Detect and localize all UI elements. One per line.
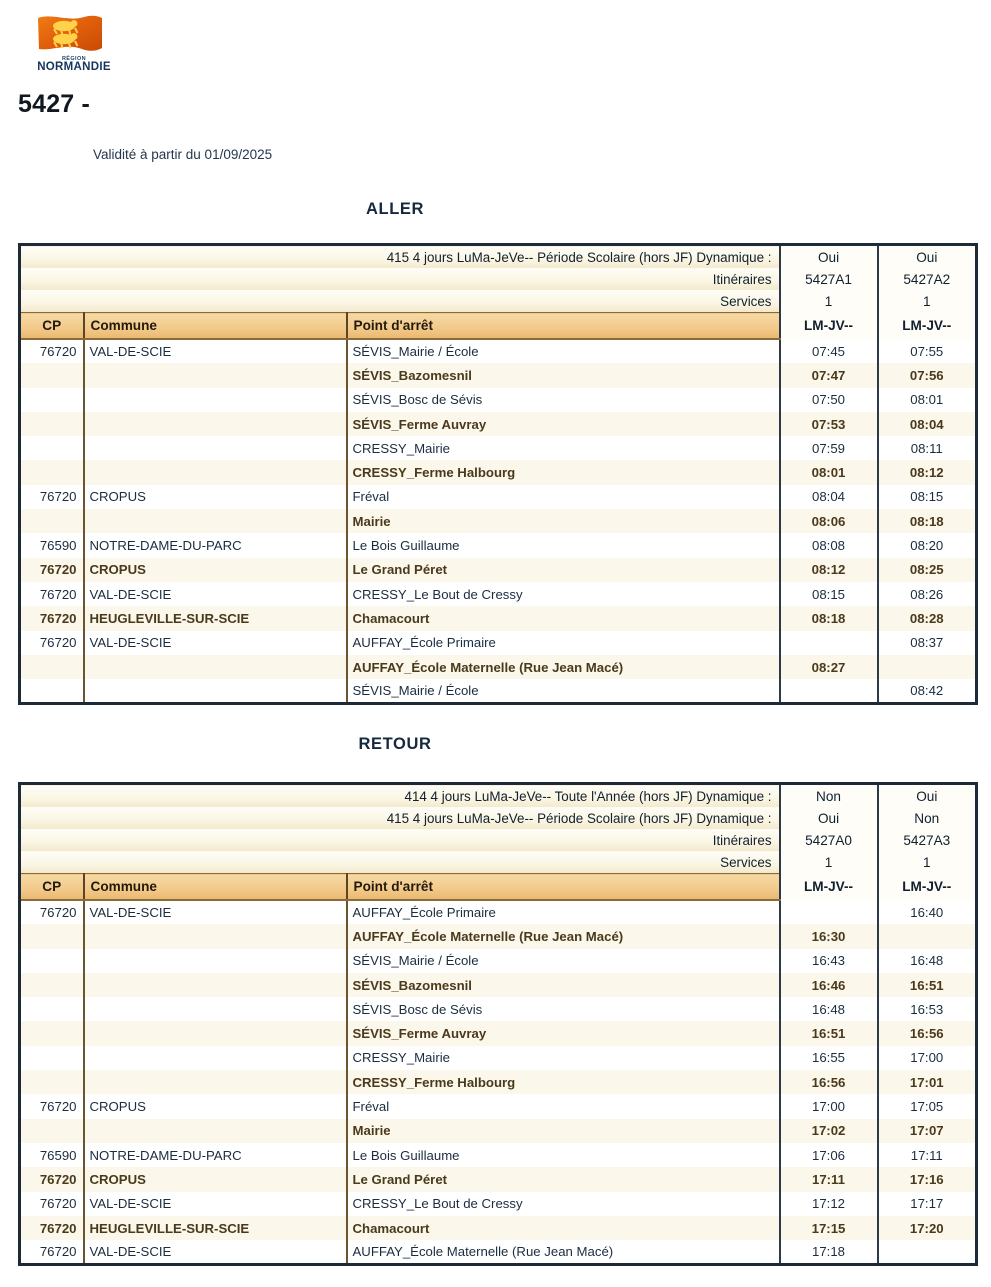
cell-point-darret: CRESSY_Le Bout de Cressy: [347, 582, 780, 606]
cell-departure-time: 17:11: [780, 1167, 878, 1191]
cell-cp: [20, 655, 84, 679]
cell-point-darret: Le Bois Guillaume: [347, 533, 780, 557]
cell-departure-time: 08:15: [878, 485, 977, 509]
cell-commune: [84, 655, 347, 679]
cell-cp: [20, 1119, 84, 1143]
cell-cp: [20, 924, 84, 948]
cell-departure-time: 08:25: [878, 558, 977, 582]
cell-commune: [84, 388, 347, 412]
cell-point-darret: CRESSY_Ferme Halbourg: [347, 1070, 780, 1094]
cell-commune: [84, 1070, 347, 1094]
cell-departure-time: 07:47: [780, 363, 878, 387]
itineraire-code: 5427A2: [878, 268, 977, 290]
cell-departure-time: 17:12: [780, 1192, 878, 1216]
table-row: [20, 485, 977, 509]
condition-value: Oui: [878, 784, 977, 808]
cell-cp: 76720: [20, 1216, 84, 1240]
table-row: [20, 1119, 977, 1143]
cell-commune: VAL-DE-SCIE: [84, 631, 347, 655]
cell-cp: 76720: [20, 606, 84, 630]
cell-cp: 76590: [20, 1143, 84, 1167]
cell-departure-time: 07:59: [780, 436, 878, 460]
cell-departure-time: 16:30: [780, 924, 878, 948]
cell-commune: VAL-DE-SCIE: [84, 1192, 347, 1216]
table-row: [20, 1216, 977, 1240]
service-count: 1: [878, 851, 977, 874]
services-label: Services: [20, 290, 780, 313]
cell-departure-time: 08:04: [780, 485, 878, 509]
cell-departure-time: 16:48: [878, 949, 977, 973]
cell-commune: [84, 924, 347, 948]
table-row: [20, 1094, 977, 1118]
cell-departure-time: 17:15: [780, 1216, 878, 1240]
cell-point-darret: AUFFAY_École Maternelle (Rue Jean Macé): [347, 1240, 780, 1264]
cell-departure-time: 08:08: [780, 533, 878, 557]
timetable-retour-head: [20, 784, 977, 901]
cell-departure-time: 08:01: [780, 460, 878, 484]
cell-cp: [20, 679, 84, 703]
cell-point-darret: Le Grand Péret: [347, 1167, 780, 1191]
cell-departure-time: [780, 679, 878, 703]
cell-cp: [20, 460, 84, 484]
cell-departure-time: 17:16: [878, 1167, 977, 1191]
cell-departure-time: 08:04: [878, 412, 977, 436]
cell-point-darret: AUFFAY_École Maternelle (Rue Jean Macé): [347, 655, 780, 679]
cell-point-darret: AUFFAY_École Primaire: [347, 631, 780, 655]
cell-cp: [20, 1070, 84, 1094]
cell-cp: [20, 509, 84, 533]
table-row: [20, 631, 977, 655]
timetable-aller-head: [20, 245, 977, 340]
cell-departure-time: [878, 924, 977, 948]
cell-departure-time: 07:55: [878, 339, 977, 363]
cell-point-darret: Mairie: [347, 509, 780, 533]
table-row: [20, 1143, 977, 1167]
region-logo: [26, 12, 122, 73]
cell-point-darret: CRESSY_Mairie: [347, 436, 780, 460]
cell-departure-time: 08:28: [878, 606, 977, 630]
cell-point-darret: SÉVIS_Bosc de Sévis: [347, 997, 780, 1021]
column-header-cp: CP: [20, 874, 84, 901]
table-row: [20, 558, 977, 582]
cell-commune: VAL-DE-SCIE: [84, 1240, 347, 1264]
service-count: 1: [780, 290, 878, 313]
cell-commune: CROPUS: [84, 1167, 347, 1191]
table-row: [20, 655, 977, 679]
itineraires-row: [20, 829, 977, 851]
services-row: [20, 851, 977, 874]
cell-commune: [84, 1119, 347, 1143]
cell-point-darret: CRESSY_Mairie: [347, 1046, 780, 1070]
page-title: 5427 -: [18, 90, 91, 118]
cell-departure-time: 07:53: [780, 412, 878, 436]
cell-commune: [84, 973, 347, 997]
table-row: [20, 900, 977, 924]
cell-departure-time: 17:17: [878, 1192, 977, 1216]
column-header-days: LM-JV--: [780, 874, 878, 901]
cell-departure-time: 17:07: [878, 1119, 977, 1143]
table-row: [20, 1046, 977, 1070]
cell-point-darret: Chamacourt: [347, 1216, 780, 1240]
condition-value: Non: [878, 807, 977, 829]
cell-cp: [20, 949, 84, 973]
services-row: [20, 290, 977, 313]
cell-cp: 76720: [20, 1240, 84, 1264]
table-row: [20, 339, 977, 363]
cell-departure-time: 17:11: [878, 1143, 977, 1167]
table-row: [20, 1070, 977, 1094]
logo-normandie-label: NORMANDIE: [37, 60, 111, 73]
cell-point-darret: Le Grand Péret: [347, 558, 780, 582]
cell-departure-time: 08:11: [878, 436, 977, 460]
condition-label: 415 4 jours LuMa-JeVe-- Période Scolaire (hors JF) Dynamique :: [20, 807, 780, 829]
cell-commune: HEUGLEVILLE-SUR-SCIE: [84, 1216, 347, 1240]
cell-commune: [84, 509, 347, 533]
cell-departure-time: 08:42: [878, 679, 977, 703]
table-row: [20, 1192, 977, 1216]
timetable-retour-body: [20, 900, 977, 1264]
cell-point-darret: Fréval: [347, 1094, 780, 1118]
table-row: [20, 606, 977, 630]
cell-departure-time: [878, 655, 977, 679]
cell-departure-time: 17:20: [878, 1216, 977, 1240]
itineraire-code: 5427A1: [780, 268, 878, 290]
normandie-flag-icon: [34, 12, 106, 56]
cell-departure-time: 17:01: [878, 1070, 977, 1094]
timetable-aller-body: [20, 339, 977, 703]
cell-commune: CROPUS: [84, 1094, 347, 1118]
service-count: 1: [780, 851, 878, 874]
cell-departure-time: 08:27: [780, 655, 878, 679]
cell-cp: [20, 997, 84, 1021]
cell-cp: 76720: [20, 900, 84, 924]
cell-commune: [84, 949, 347, 973]
cell-commune: [84, 460, 347, 484]
cell-point-darret: Le Bois Guillaume: [347, 1143, 780, 1167]
table-row: [20, 509, 977, 533]
cell-departure-time: [780, 631, 878, 655]
cell-departure-time: 08:12: [878, 460, 977, 484]
cell-cp: 76590: [20, 533, 84, 557]
cell-departure-time: 17:00: [780, 1094, 878, 1118]
itineraires-label: Itinéraires: [20, 829, 780, 851]
services-label: Services: [20, 851, 780, 874]
cell-departure-time: 08:26: [878, 582, 977, 606]
cell-point-darret: SÉVIS_Bazomesnil: [347, 973, 780, 997]
cell-commune: NOTRE-DAME-DU-PARC: [84, 533, 347, 557]
logo-region-label: RÉGION: [61, 56, 87, 62]
itineraires-row: [20, 268, 977, 290]
cell-cp: [20, 436, 84, 460]
cell-point-darret: Mairie: [347, 1119, 780, 1143]
cell-departure-time: 17:18: [780, 1240, 878, 1264]
cell-departure-time: 08:12: [780, 558, 878, 582]
cell-departure-time: 08:15: [780, 582, 878, 606]
cell-departure-time: 08:20: [878, 533, 977, 557]
cell-departure-time: 17:00: [878, 1046, 977, 1070]
table-row: [20, 363, 977, 387]
cell-commune: VAL-DE-SCIE: [84, 582, 347, 606]
cell-departure-time: 17:05: [878, 1094, 977, 1118]
cell-commune: [84, 679, 347, 703]
cell-point-darret: SÉVIS_Ferme Auvray: [347, 1021, 780, 1045]
table-row: [20, 388, 977, 412]
cell-departure-time: 16:51: [780, 1021, 878, 1045]
cell-commune: NOTRE-DAME-DU-PARC: [84, 1143, 347, 1167]
table-row: [20, 582, 977, 606]
cell-cp: 76720: [20, 582, 84, 606]
cell-commune: [84, 1021, 347, 1045]
section-title-aller: ALLER: [366, 200, 424, 218]
cell-cp: [20, 412, 84, 436]
section-title-retour: RETOUR: [358, 735, 432, 753]
cell-departure-time: [780, 900, 878, 924]
cell-point-darret: SÉVIS_Ferme Auvray: [347, 412, 780, 436]
timetable-retour: [18, 782, 978, 1266]
cell-commune: CROPUS: [84, 485, 347, 509]
table-row: [20, 412, 977, 436]
table-row: [20, 460, 977, 484]
table-row: [20, 924, 977, 948]
column-header-row: [20, 874, 977, 901]
condition-label: 415 4 jours LuMa-JeVe-- Période Scolaire (hors JF) Dynamique :: [20, 245, 780, 269]
cell-point-darret: CRESSY_Le Bout de Cressy: [347, 1192, 780, 1216]
cell-cp: [20, 388, 84, 412]
condition-value: Oui: [780, 245, 878, 269]
cell-departure-time: 08:18: [878, 509, 977, 533]
cell-cp: [20, 363, 84, 387]
condition-row: [20, 245, 977, 269]
column-header-point: Point d'arrêt: [347, 313, 780, 340]
cell-departure-time: 16:56: [780, 1070, 878, 1094]
cell-cp: [20, 1046, 84, 1070]
cell-departure-time: 16:48: [780, 997, 878, 1021]
cell-departure-time: 08:37: [878, 631, 977, 655]
cell-departure-time: 08:18: [780, 606, 878, 630]
cell-cp: 76720: [20, 1094, 84, 1118]
cell-departure-time: 08:01: [878, 388, 977, 412]
column-header-point: Point d'arrêt: [347, 874, 780, 901]
column-header-row: [20, 313, 977, 340]
cell-departure-time: 16:56: [878, 1021, 977, 1045]
column-header-days: LM-JV--: [780, 313, 878, 340]
cell-departure-time: [878, 1240, 977, 1264]
cell-cp: [20, 1021, 84, 1045]
cell-commune: [84, 363, 347, 387]
cell-point-darret: AUFFAY_École Primaire: [347, 900, 780, 924]
cell-cp: 76720: [20, 1192, 84, 1216]
table-row: [20, 949, 977, 973]
cell-departure-time: 16:46: [780, 973, 878, 997]
table-row: [20, 1167, 977, 1191]
timetable-aller: [18, 243, 978, 705]
cell-point-darret: Chamacourt: [347, 606, 780, 630]
cell-cp: [20, 973, 84, 997]
cell-departure-time: 08:06: [780, 509, 878, 533]
condition-row: [20, 807, 977, 829]
cell-point-darret: SÉVIS_Bazomesnil: [347, 363, 780, 387]
cell-point-darret: SÉVIS_Mairie / École: [347, 679, 780, 703]
column-header-days: LM-JV--: [878, 313, 977, 340]
cell-point-darret: SÉVIS_Bosc de Sévis: [347, 388, 780, 412]
cell-departure-time: 07:45: [780, 339, 878, 363]
column-header-cp: CP: [20, 313, 84, 340]
column-header-commune: Commune: [84, 874, 347, 901]
cell-commune: HEUGLEVILLE-SUR-SCIE: [84, 606, 347, 630]
cell-commune: VAL-DE-SCIE: [84, 339, 347, 363]
cell-commune: [84, 1046, 347, 1070]
cell-departure-time: 16:40: [878, 900, 977, 924]
validity-text: Validité à partir du 01/09/2025: [93, 147, 273, 162]
column-header-days: LM-JV--: [878, 874, 977, 901]
cell-cp: 76720: [20, 631, 84, 655]
condition-row: [20, 784, 977, 808]
cell-departure-time: 16:51: [878, 973, 977, 997]
service-count: 1: [878, 290, 977, 313]
cell-departure-time: 16:53: [878, 997, 977, 1021]
table-row: [20, 1240, 977, 1264]
cell-cp: 76720: [20, 558, 84, 582]
itineraire-code: 5427A0: [780, 829, 878, 851]
itineraires-label: Itinéraires: [20, 268, 780, 290]
cell-point-darret: SÉVIS_Mairie / École: [347, 339, 780, 363]
cell-commune: VAL-DE-SCIE: [84, 900, 347, 924]
cell-departure-time: 17:02: [780, 1119, 878, 1143]
cell-point-darret: CRESSY_Ferme Halbourg: [347, 460, 780, 484]
condition-value: Non: [780, 784, 878, 808]
cell-commune: CROPUS: [84, 558, 347, 582]
cell-point-darret: SÉVIS_Mairie / École: [347, 949, 780, 973]
condition-value: Oui: [878, 245, 977, 269]
cell-departure-time: 17:06: [780, 1143, 878, 1167]
condition-label: 414 4 jours LuMa-JeVe-- Toute l'Année (hors JF) Dynamique :: [20, 784, 780, 808]
table-row: [20, 997, 977, 1021]
cell-departure-time: 16:43: [780, 949, 878, 973]
table-row: [20, 1021, 977, 1045]
cell-commune: [84, 997, 347, 1021]
cell-point-darret: AUFFAY_École Maternelle (Rue Jean Macé): [347, 924, 780, 948]
cell-commune: [84, 412, 347, 436]
condition-value: Oui: [780, 807, 878, 829]
cell-departure-time: 16:55: [780, 1046, 878, 1070]
cell-point-darret: Fréval: [347, 485, 780, 509]
table-row: [20, 533, 977, 557]
itineraire-code: 5427A3: [878, 829, 977, 851]
cell-cp: 76720: [20, 339, 84, 363]
column-header-commune: Commune: [84, 313, 347, 340]
cell-commune: [84, 436, 347, 460]
cell-departure-time: 07:56: [878, 363, 977, 387]
cell-departure-time: 07:50: [780, 388, 878, 412]
table-row: [20, 973, 977, 997]
cell-cp: 76720: [20, 1167, 84, 1191]
table-row: [20, 679, 977, 703]
cell-cp: 76720: [20, 485, 84, 509]
table-row: [20, 436, 977, 460]
